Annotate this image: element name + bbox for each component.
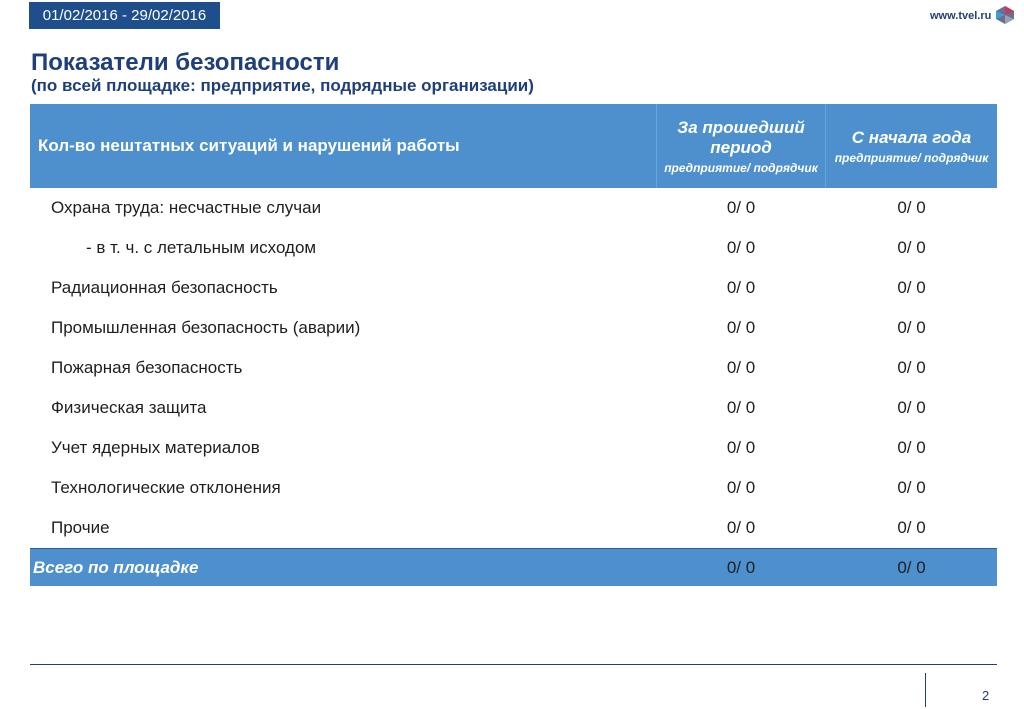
row-label: Прочие [51, 518, 110, 537]
row-ytd-value: 0/ 0 [897, 478, 926, 497]
table-row [30, 228, 997, 268]
tvel-logo-icon [995, 5, 1015, 25]
row-period-value: 0/ 0 [726, 318, 756, 337]
row-label: Промышленная безопасность (аварии) [51, 318, 361, 337]
total-label: Всего по площадке [33, 557, 199, 577]
row-ytd-value: 0/ 0 [897, 318, 926, 337]
table-header-row [30, 104, 997, 188]
row-period-value: 0/ 0 [726, 358, 756, 377]
row-label: Охрана труда: несчастные случаи [51, 198, 322, 217]
row-period-value: 0/ 0 [726, 398, 756, 417]
table-row [30, 308, 997, 348]
table-row [30, 268, 997, 308]
row-label: Учет ядерных материалов [51, 438, 260, 457]
table-total-row [30, 548, 997, 586]
row-ytd-value: 0/ 0 [897, 198, 926, 217]
row-ytd-value: 0/ 0 [897, 518, 926, 537]
header-ytd-column [826, 104, 997, 188]
table-row [30, 508, 997, 548]
date-range-badge: 01/02/2016 - 29/02/2016 [29, 2, 220, 29]
table-row [30, 348, 997, 388]
row-period-value: 0/ 0 [726, 478, 756, 497]
table-body [30, 188, 997, 548]
table-row [30, 428, 997, 468]
page-title: Показатели безопасности [31, 49, 340, 76]
row-period-value: 0/ 0 [726, 198, 756, 217]
header-period-column [656, 104, 826, 188]
header-period-title: За прошедший период [677, 117, 805, 157]
row-period-value: 0/ 0 [726, 238, 756, 257]
row-ytd-value: 0/ 0 [897, 238, 926, 257]
row-ytd-value: 0/ 0 [897, 278, 926, 297]
row-ytd-value: 0/ 0 [897, 358, 926, 377]
header-label: Кол-во нештатных ситуаций и нарушений работы [38, 136, 460, 155]
row-ytd-value: 0/ 0 [897, 438, 926, 457]
row-label: Физическая защита [51, 398, 207, 417]
safety-indicators-table [30, 104, 997, 586]
table-row [30, 388, 997, 428]
row-label: - в т. ч. с летальным исходом [86, 238, 317, 257]
page-number: 2 [982, 688, 990, 703]
footer-divider [30, 664, 997, 665]
footer-vertical-divider [925, 673, 926, 707]
total-period-value: 0/ 0 [726, 557, 756, 577]
site-url[interactable]: www.tvel.ru [930, 10, 992, 22]
table-row [30, 468, 997, 508]
row-label: Радиационная безопасность [51, 278, 278, 297]
row-ytd-value: 0/ 0 [897, 398, 926, 417]
row-period-value: 0/ 0 [726, 278, 756, 297]
page-subtitle: (по всей площадке: предприятие, подрядные организации) [31, 76, 534, 95]
row-label: Пожарная безопасность [51, 358, 243, 377]
row-period-value: 0/ 0 [726, 438, 756, 457]
total-ytd-value: 0/ 0 [897, 557, 926, 577]
header-ytd-title: С начала года [851, 127, 972, 147]
table-row [30, 188, 997, 228]
header-period-subtitle: предприятие/ подрядчик [664, 160, 818, 175]
header-ytd-subtitle: предприятие/ подрядчик [834, 150, 989, 165]
row-period-value: 0/ 0 [726, 518, 756, 537]
row-label: Технологические отклонения [51, 478, 281, 497]
